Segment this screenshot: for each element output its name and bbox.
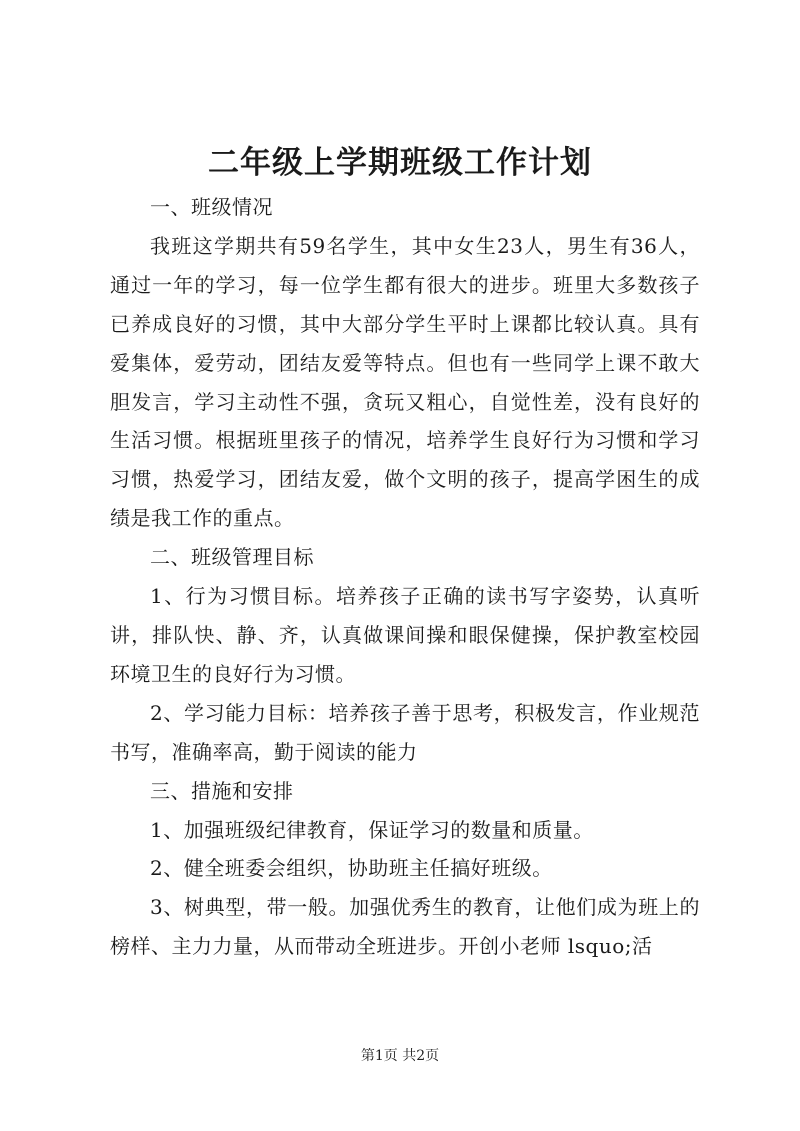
section-heading-class-situation: 一、班级情况: [150, 195, 273, 219]
paragraph-measure-3: 3、树典型，带一般。加强优秀生的教育，让他们成为班上的榜样、主力力量，从而带动全班进步。开创小老师 lsquo;活: [110, 895, 700, 959]
paragraph-learning-goal: 2、学习能力目标：培养孩子善于思考，积极发言，作业规范书写，准确率高，勤于阅读的能力: [110, 700, 700, 764]
paragraph-measure-1: 1、加强班级纪律教育，保证学习的数量和质量。: [150, 817, 594, 842]
section-heading-measures: 三、措施和安排: [150, 778, 294, 803]
section-heading-management-goals: 二、班级管理目标: [150, 545, 314, 570]
paragraph-behavior-goal: 1、行为习惯目标。培养孩子正确的读书写字姿势，认真听讲，排队快、静、齐，认真做课间操和眼保健操，保护教室校园环境卫生的良好行为习惯。: [110, 584, 700, 686]
paragraph-class-situation: 我班这学期共有59名学生，其中女生23人，男生有36人，通过一年的学习，每一位学生都有很大的进步。班里大多数孩子已养成良好的习惯，其中大部分学生平时上课都比较认真。具有爱集体，爱劳动，团结友爱等特点。但也有一些同学上课不敢大胆发言，学习主动性不强，贪玩又粗心，自觉性差，没有良好的生活习惯。根据班里孩子的情况，培养学生良好行为习惯和学习习惯，热爱学习，团结友爱，做个文明的孩子，提高学困生的成绩是我工作的重点。: [110, 233, 700, 531]
paragraph-measure-2: 2、健全班委会组织，协助班主任搞好班级。: [150, 856, 553, 881]
page-indicator: 第1页 共2页: [360, 1048, 440, 1064]
document-title: 二年级上学期班级工作计划: [208, 145, 592, 181]
document-body: [110, 188, 700, 966]
